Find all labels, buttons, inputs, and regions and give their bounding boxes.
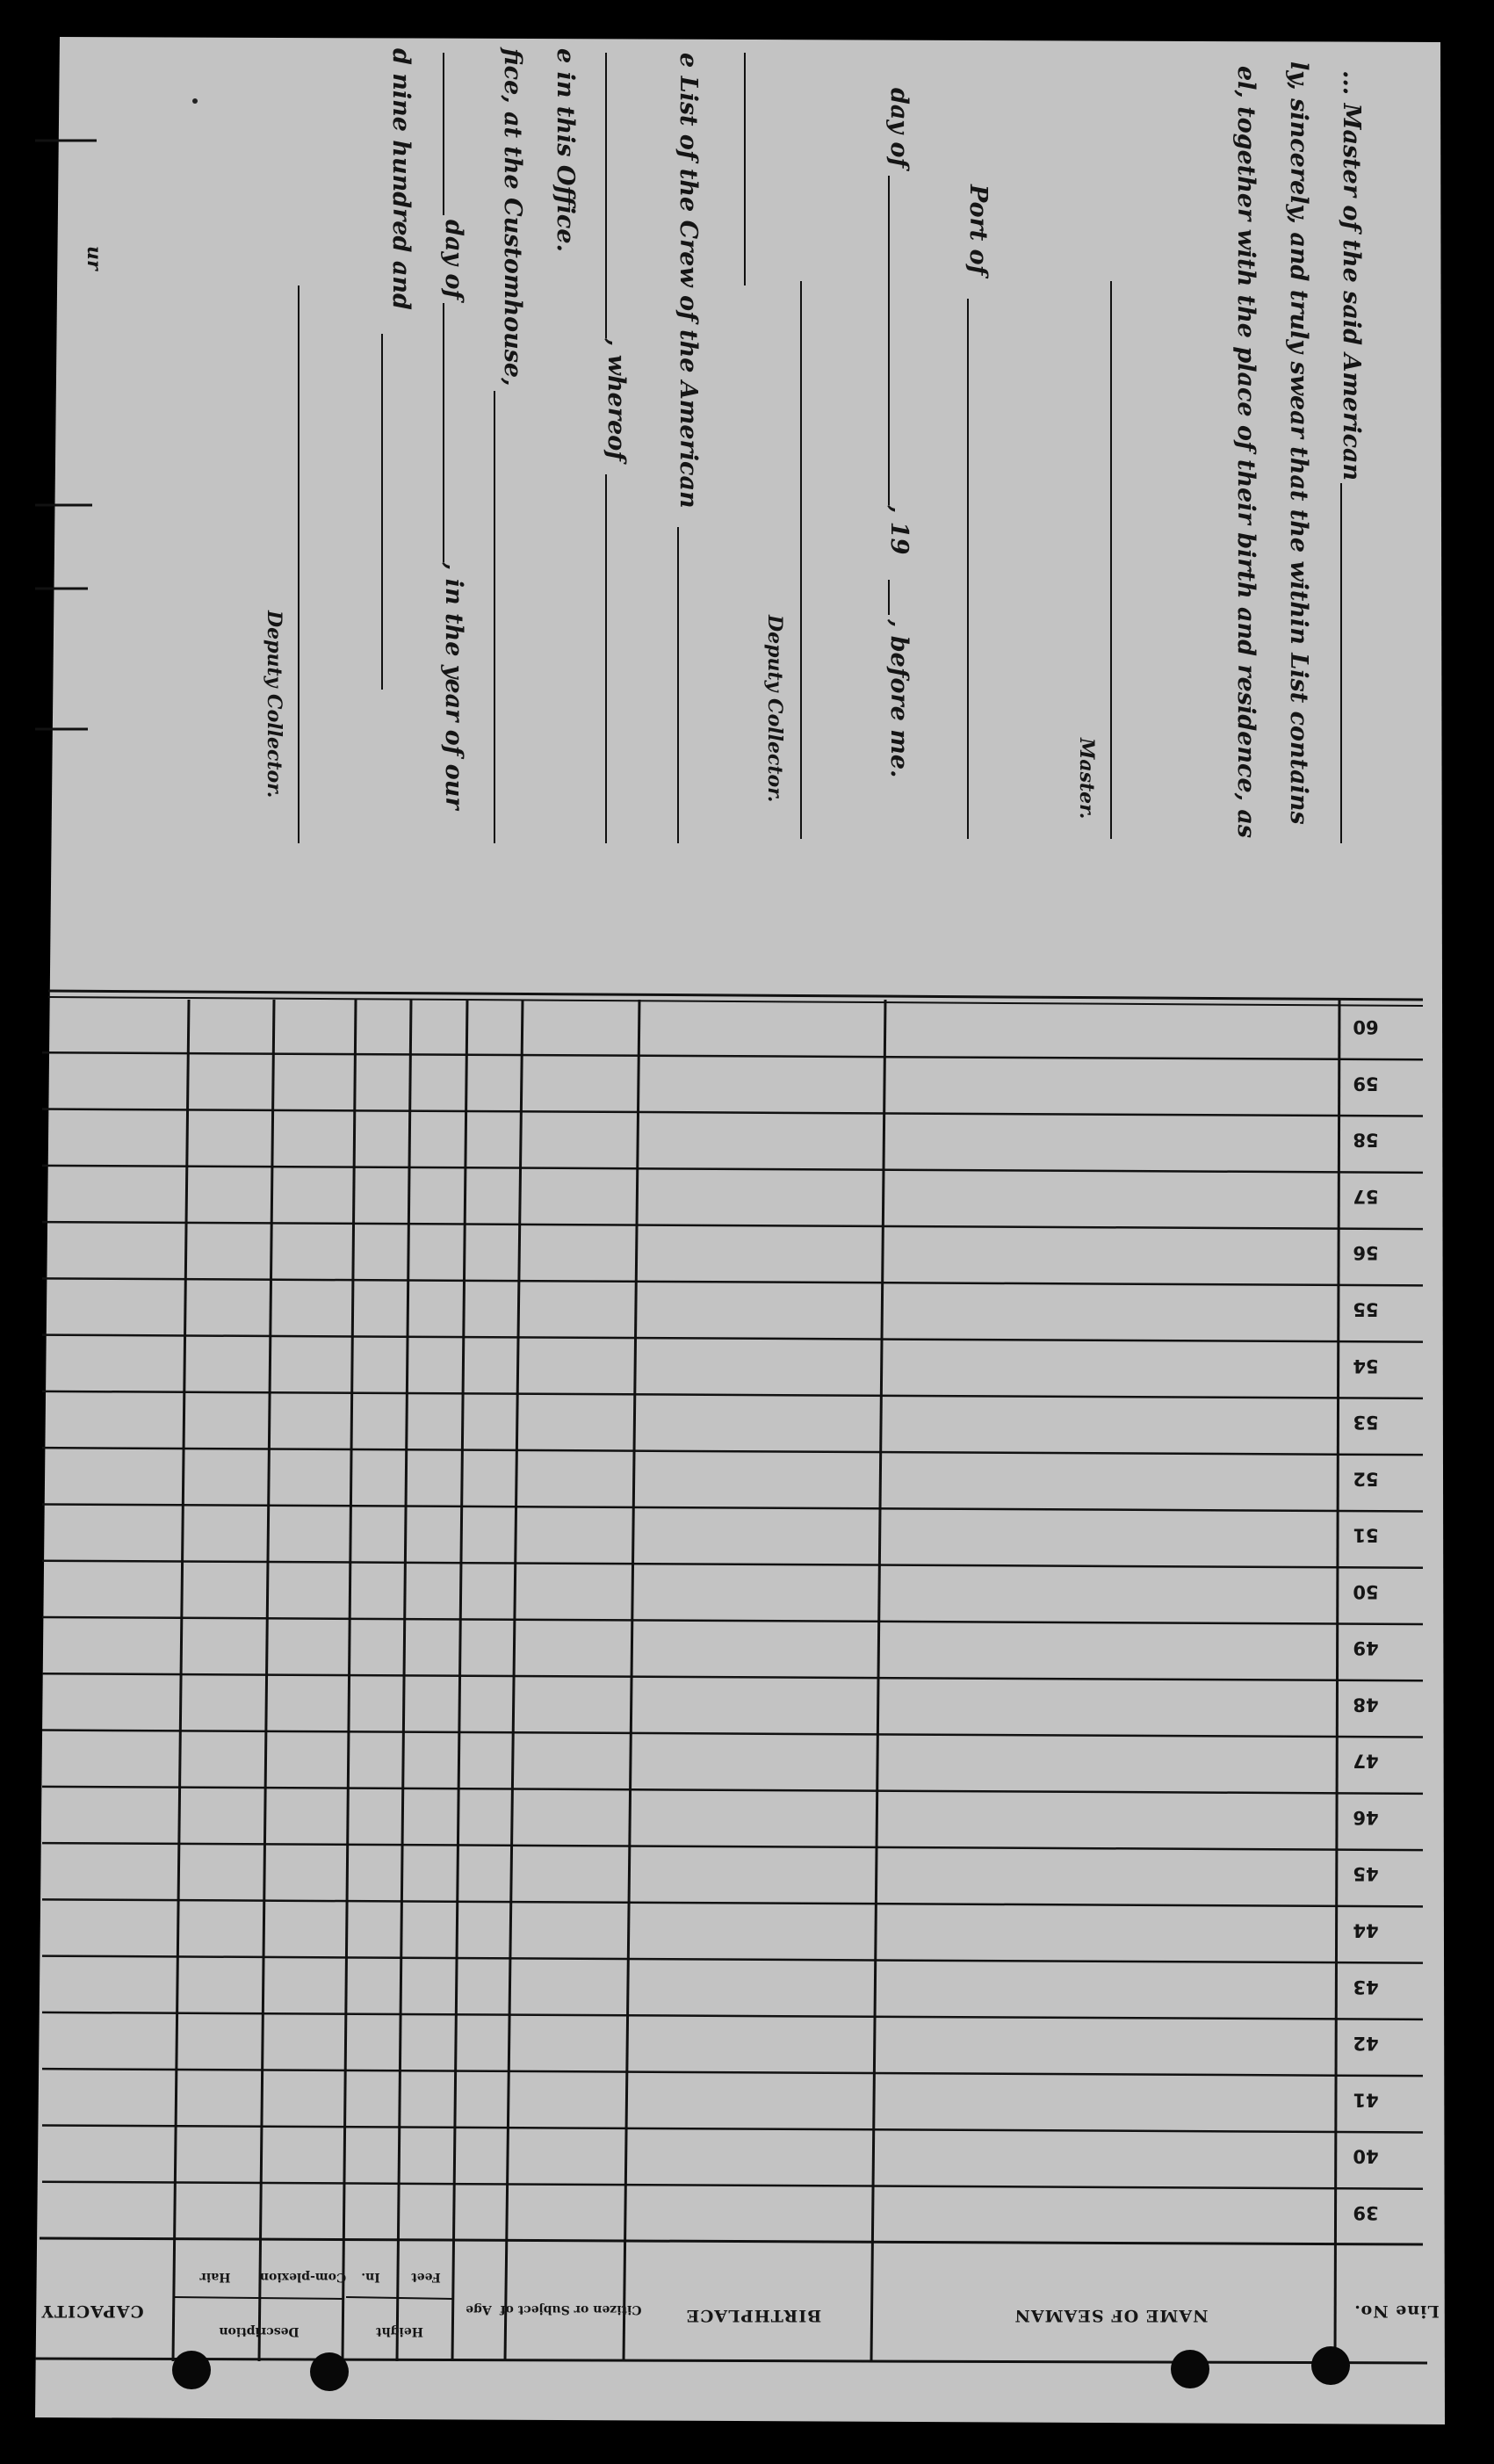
ink-dot xyxy=(192,98,198,104)
header-description: Description xyxy=(219,2324,300,2338)
row-number: 42 xyxy=(1353,2033,1379,2055)
header-hair: Hair xyxy=(199,2270,231,2284)
row-number: 53 xyxy=(1353,1412,1379,1434)
edge-fragment: ur xyxy=(83,246,105,271)
day-of-2: day of xyxy=(440,220,467,300)
row-number: 40 xyxy=(1353,2145,1379,2167)
header-feet: Feet xyxy=(411,2270,441,2284)
row-number: 39 xyxy=(1353,2201,1379,2223)
row-number: 51 xyxy=(1353,1524,1379,1546)
row-number: 48 xyxy=(1353,1694,1379,1716)
header-complexion: Com-plexion xyxy=(259,2270,347,2284)
sworn-year-19: , 19 xyxy=(885,505,913,555)
header-name-of-seaman: NAME OF SEAMAN xyxy=(1014,2306,1209,2325)
whereof-label: , whereof xyxy=(603,338,630,461)
row-number: 50 xyxy=(1353,1580,1379,1602)
header-citizen-subject: Citizen or Subject of xyxy=(500,2302,642,2316)
row-number: 47 xyxy=(1353,1750,1379,1772)
in-year-of-our: , in the year of our xyxy=(440,562,467,810)
row-number: 41 xyxy=(1353,2089,1379,2111)
row-number: 44 xyxy=(1353,1919,1379,1941)
sworn-before-me: , before me. xyxy=(885,619,913,778)
customhouse-line: fice, at the Customhouse, xyxy=(499,48,526,387)
sworn-day-of: day of xyxy=(885,88,913,169)
row-number: 45 xyxy=(1353,1863,1379,1885)
nine-hundred-and: d nine hundred and xyxy=(387,48,415,310)
row-number: 52 xyxy=(1353,1468,1379,1490)
row-number: 46 xyxy=(1353,1806,1379,1828)
oath-swear-line: ly, sincerely, and truly swear that the within List contains xyxy=(1285,61,1312,825)
header-height: Height xyxy=(376,2324,423,2338)
crew-list-line: e List of the Crew of the American xyxy=(675,53,702,509)
row-number: 54 xyxy=(1353,1355,1379,1377)
row-number: 55 xyxy=(1353,1298,1379,1320)
row-number: 60 xyxy=(1353,1016,1379,1038)
punch-hole xyxy=(1171,2350,1209,2388)
oath-birth-residence-line: el, together with the place of their birth and residence, as xyxy=(1232,66,1259,839)
header-inches: In. xyxy=(361,2270,380,2284)
row-number: 59 xyxy=(1353,1073,1379,1095)
row-number: 57 xyxy=(1353,1185,1379,1207)
header-birthplace: BIRTHPLACE xyxy=(685,2306,822,2325)
punch-hole xyxy=(172,2351,211,2389)
row-number: 49 xyxy=(1353,1637,1379,1659)
oath-master-line: ... Master of the said American xyxy=(1338,70,1365,481)
row-number: 58 xyxy=(1353,1129,1379,1151)
header-capacity: CAPACITY xyxy=(40,2301,144,2321)
port-of-label: Port of xyxy=(964,184,992,276)
row-number: 43 xyxy=(1353,1976,1379,1998)
deputy-collector-signature-2: Deputy Collector. xyxy=(263,611,285,798)
row-number: 56 xyxy=(1353,1242,1379,1264)
punch-hole xyxy=(1311,2346,1350,2385)
header-age: Age xyxy=(466,2302,492,2316)
header-line-no: Line No. xyxy=(1353,2301,1440,2321)
deputy-collector-signature-1: Deputy Collector. xyxy=(763,615,786,803)
master-label: Master. xyxy=(1075,738,1098,820)
in-this-office: e in this Office. xyxy=(552,48,579,252)
punch-hole xyxy=(310,2352,349,2391)
